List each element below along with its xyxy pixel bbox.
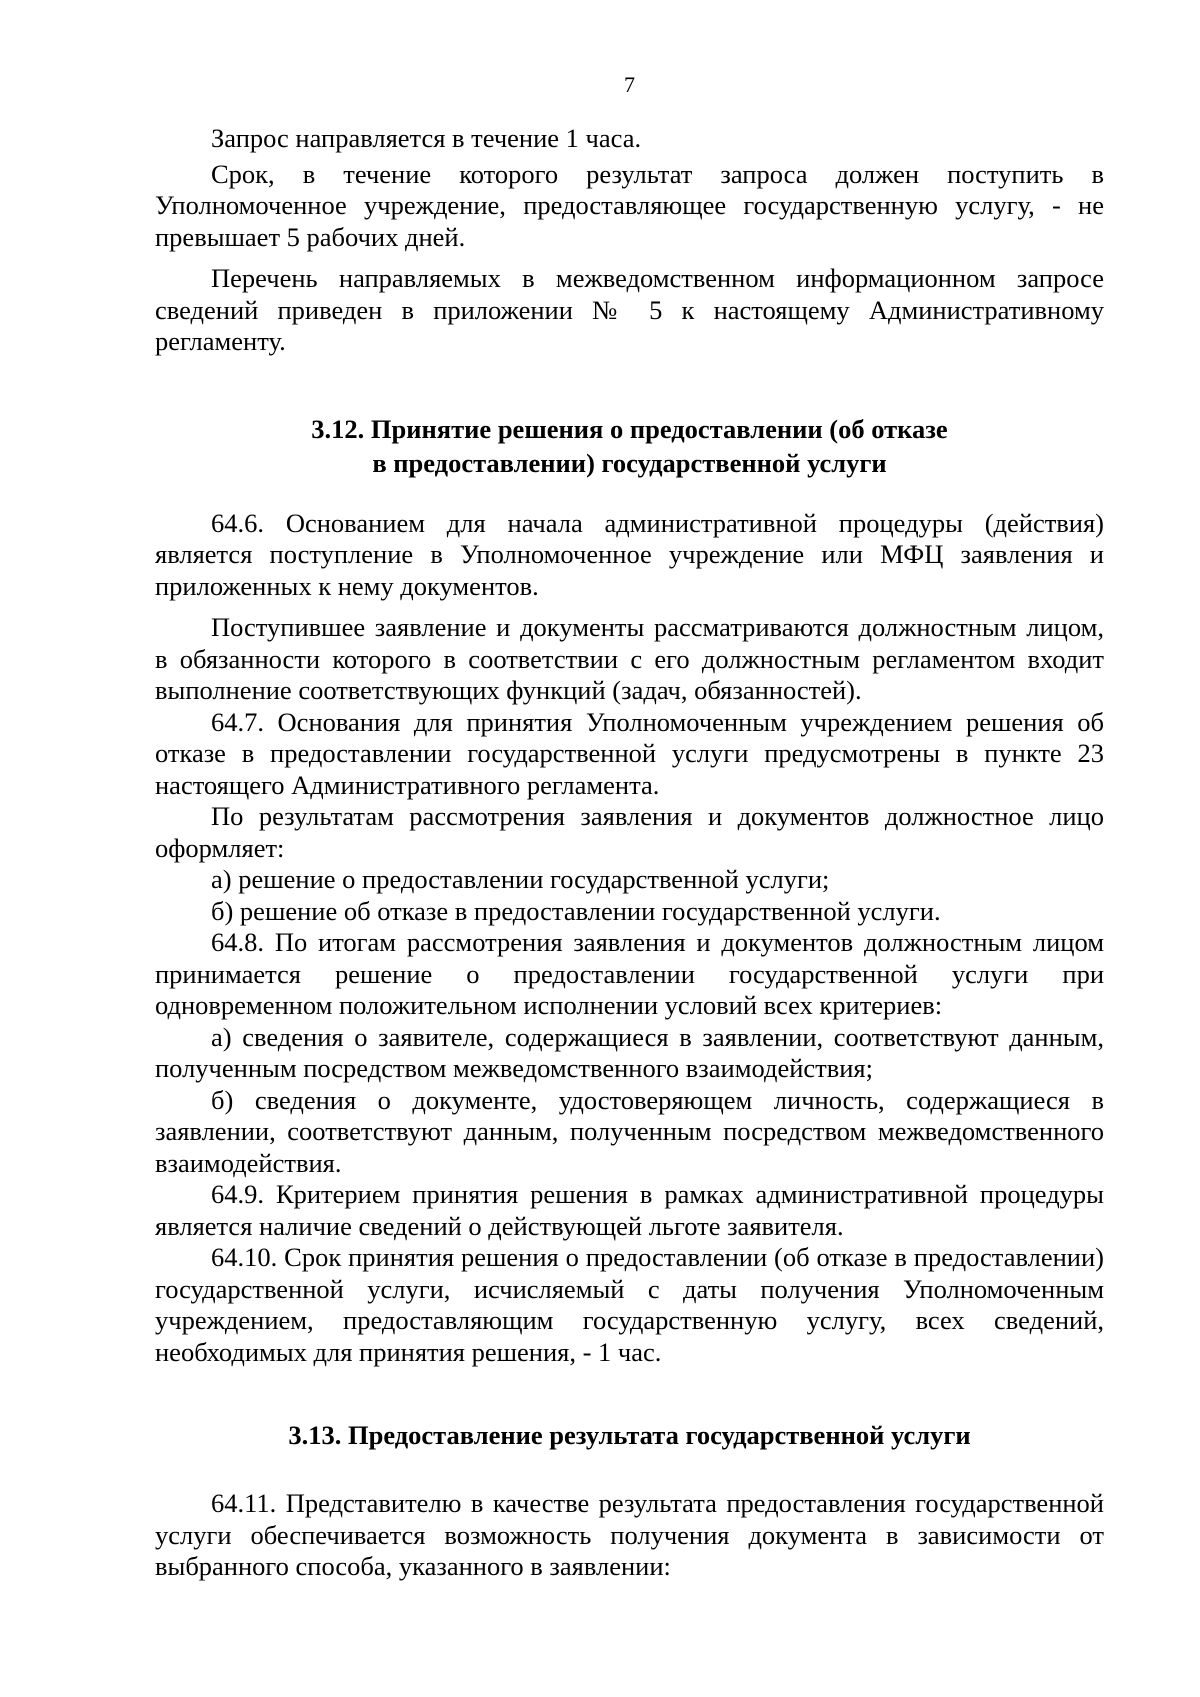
list-item: а) сведения о заявителе, содержащиеся в заявлении, соответствуют данным, полученным посредством межведомственного взаимодействия; [155,1021,1104,1083]
list-item: б) сведения о документе, удостоверяющем личность, содержащиеся в заявлении, соответствуют данным, полученным посредством межведомственного взаимодействия. [155,1084,1104,1178]
paragraph: Запрос направляется в течение 1 часа. [211,123,642,153]
list-item: а) решение о предоставлении государственной услуги; [211,864,830,894]
paragraph-64-8: 64.8. По итогам рассмотрения заявления и документов должностным лицом принимается решение о предоставлении государственной услуги при одновременном положительном исполнении условий всех критериев: [155,927,1104,1020]
paragraph-64-9: 64.9. Критерием принятия решения в рамках административной процедуры является наличие сведений о действующей льготе заявителя. [155,1179,1104,1241]
paragraph-64-6: 64.6. Основанием для начала административной процедуры (действия) является поступление в Уполномоченное учреждение или МФЦ заявления и приложенных к нему документов. [155,507,1104,601]
page-number: 7 [624,72,635,97]
section-heading-line: 3.12. Принятие решения о предоставлении (об отказе [311,413,948,444]
list-item: б) решение об отказе в предоставлении государственной услуги. [211,895,941,926]
paragraph-64-11: 64.11. Представителю в качестве результата предоставления государственной услуги обеспечивается возможность получения документа в зависимости от выбранного способа, указанного в заявлении: [155,1488,1104,1581]
paragraph: Срок, в течение которого результат запроса должен поступить в Уполномоченное учреждение, предоставляющее государственную услугу, - не превышает 5 рабочих дней. [155,158,1104,252]
document-body [155,123,1104,1583]
paragraph: Поступившее заявление и документы рассматриваются должностным лицом, в обязанности которого в соответствии с его должностным регламентом входит выполнение соответствующих функций (задач, обязанностей). [155,612,1104,705]
paragraph: По результатам рассмотрения заявления и документов должностное лицо оформляет: [155,801,1104,863]
section-heading-3-13: 3.13. Предоставление результата государственной услуги [288,1420,971,1450]
paragraph: Перечень направляемых в межведомственном информационном запросе сведений приведен в приложении № 5 к настоящему Административному регламенту. [155,263,1104,356]
paragraph-64-7: 64.7. Основания для принятия Уполномоченным учреждением решения об отказе в предоставлении государственной услуги предусмотрены в пункте 23 настоящего Административного регламента. [155,706,1104,800]
section-heading-3-12 [155,412,1104,480]
paragraph-64-10: 64.10. Срок принятия решения о предоставлении (об отказе в предоставлении) государственной услуги, исчисляемый с даты получения Уполномоченным учреждением, предоставляющим государственную услугу, всех сведений, необходимых для принятия решения, - 1 час. [155,1242,1104,1367]
section-heading-line: в предоставлении) государственной услуги [372,447,887,478]
